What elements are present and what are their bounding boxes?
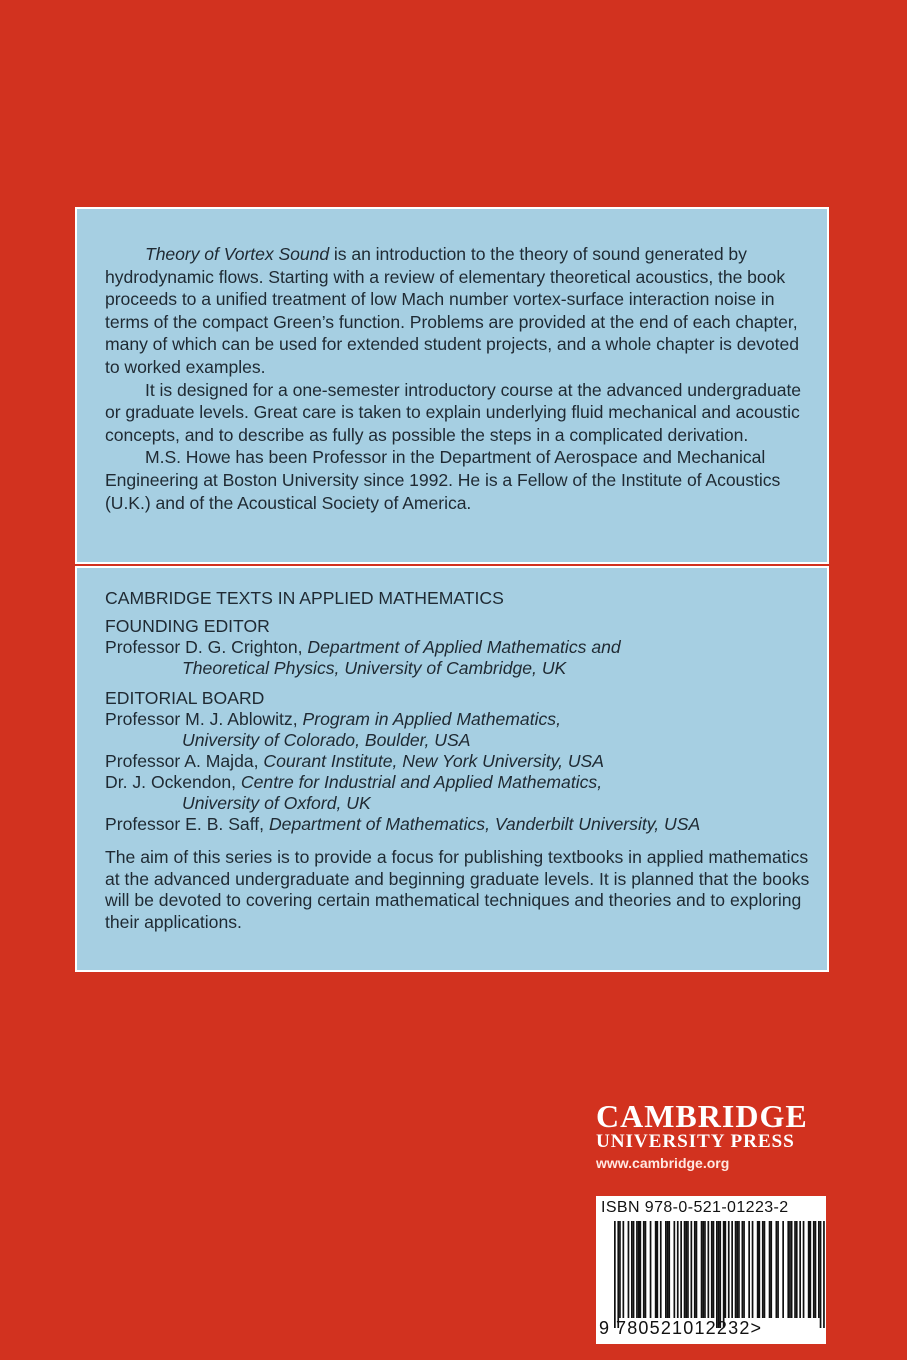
barcode-bar — [723, 1221, 725, 1328]
barcode-bar — [702, 1221, 704, 1318]
barcode-bar — [820, 1221, 822, 1328]
board-member-affiliation-cont: University of Oxford, UK — [182, 793, 371, 813]
barcode-bar — [813, 1221, 815, 1318]
founding-editor-affiliation-cont: Theoretical Physics, University of Cambridge, UK — [182, 658, 567, 678]
barcode-bar — [777, 1221, 779, 1318]
barcode-bar — [713, 1221, 715, 1318]
barcode-bar — [808, 1221, 810, 1318]
barcode-bar — [684, 1221, 686, 1318]
board-member: Dr. J. Ockendon, Centre for Industrial and Applied Mathematics, — [105, 772, 603, 792]
barcode-bar — [694, 1221, 696, 1318]
barcode-bar — [735, 1221, 737, 1318]
barcode-bar — [748, 1221, 750, 1318]
barcode-bar — [818, 1221, 820, 1318]
barcode-bar — [704, 1221, 706, 1318]
publisher-logo — [596, 1098, 826, 1173]
barcode-bar — [725, 1221, 727, 1318]
publisher-name: CAMBRIDGE — [596, 1098, 808, 1134]
book-title: Theory of Vortex Sound — [145, 244, 330, 264]
isbn-barcode — [596, 1196, 826, 1344]
barcode-bar — [770, 1221, 772, 1318]
barcode-bar — [742, 1221, 744, 1318]
author-bio: M.S. Howe has been Professor in the Department of Aerospace and Mechanical Engineering at Boston University since 1992. He is a Fellow of the Institute of Acoustics (U.K.) and of the Acoustical Society of America. — [105, 447, 781, 513]
founding-editor-heading: FOUNDING EDITOR — [105, 616, 270, 636]
barcode-bar — [645, 1221, 647, 1318]
barcode-bar — [696, 1221, 698, 1318]
board-member: Professor A. Majda, Courant Institute, New York University, USA — [105, 751, 605, 771]
barcode-bar — [701, 1221, 703, 1318]
description-paragraph-1: Theory of Vortex Sound is an introduction to the theory of sound generated by hydrodynamic flows. Starting with a review of elementary theoretical acoustics, the book proceeds to a unified treatment of low Mach number vortex-surface interaction noise in terms of the compact Green’s function. Problems are provided at the end of each chapter, many of which can be used for extended student projects, and a whole chapter is devoted to worked examples. — [105, 244, 799, 377]
founding-editor: Professor D. G. Crighton, Department of Applied Mathematics and — [105, 637, 621, 657]
barcode-bar — [691, 1221, 693, 1318]
barcode-bar — [743, 1221, 745, 1318]
barcode-bar — [718, 1221, 720, 1328]
barcode-bar — [628, 1221, 630, 1318]
barcode-bar — [650, 1221, 652, 1318]
barcode-bar — [782, 1221, 784, 1318]
barcode-bar — [680, 1221, 682, 1318]
book-description — [105, 243, 817, 514]
barcode-bar — [655, 1221, 657, 1318]
barcode-bar — [633, 1221, 635, 1318]
barcode-bar — [762, 1221, 764, 1318]
barcode-bar — [665, 1221, 667, 1318]
barcode-bar — [657, 1221, 659, 1318]
barcode-bar — [668, 1221, 670, 1318]
publisher-url: www.cambridge.org — [596, 1155, 730, 1171]
board-member: Professor E. B. Saff, Department of Mathematics, Vanderbilt University, USA — [105, 814, 701, 834]
barcode-bar — [776, 1221, 778, 1318]
barcode-bar — [789, 1221, 791, 1318]
barcode-bar — [631, 1221, 633, 1318]
barcode-bar — [674, 1221, 676, 1318]
barcode-bar — [711, 1221, 713, 1318]
barcode-bar — [799, 1221, 801, 1318]
board-member: Professor M. J. Ablowitz, Program in Applied Mathematics, — [105, 709, 561, 729]
barcode-bar — [719, 1221, 721, 1328]
editorial-board-heading: EDITORIAL BOARD — [105, 688, 265, 708]
barcode-bar — [623, 1221, 625, 1318]
barcode-first-digit: 9 — [599, 1318, 610, 1338]
barcode-bar — [752, 1221, 754, 1318]
barcode-bar — [803, 1221, 805, 1318]
barcode-bar — [638, 1221, 640, 1318]
barcode-bar — [660, 1221, 662, 1318]
barcode-bar — [708, 1221, 710, 1318]
series-panel — [75, 566, 829, 972]
series-aim: The aim of this series is to provide a focus for publishing textbooks in applied mathematics at the advanced undergraduate and beginning graduate levels. It is planned that the books will be devoted to covering certain mathematical techniques and theories and to exploring their applications. — [105, 847, 810, 932]
barcode-bar — [728, 1221, 730, 1318]
barcode-bar — [759, 1221, 761, 1318]
barcode-bar — [787, 1221, 789, 1318]
isbn-label: ISBN 978-0-521-01223-2 — [601, 1199, 789, 1216]
barcode-bar — [619, 1221, 621, 1318]
barcode-bar — [791, 1221, 793, 1318]
barcode-bar — [815, 1221, 817, 1318]
barcode-bar — [640, 1221, 642, 1318]
series-info — [105, 588, 817, 933]
barcode-bar — [687, 1221, 689, 1318]
barcode-bar — [677, 1221, 679, 1318]
barcode-bar — [736, 1221, 738, 1318]
series-title: CAMBRIDGE TEXTS IN APPLIED MATHEMATICS — [105, 588, 504, 608]
barcode-bar — [794, 1221, 796, 1318]
barcode-bar — [769, 1221, 771, 1318]
barcode-bar — [731, 1221, 733, 1318]
barcode-bar — [643, 1221, 645, 1318]
barcode-digits: 780521012232> — [616, 1318, 763, 1338]
barcode-bar — [810, 1221, 812, 1318]
board-member-affiliation-cont: University of Colorado, Boulder, USA — [182, 730, 471, 750]
barcode-bar — [614, 1221, 616, 1328]
barcode-bar — [823, 1221, 825, 1328]
barcode-bar — [796, 1221, 798, 1318]
barcode-bar — [764, 1221, 766, 1318]
barcode-bar — [636, 1221, 638, 1318]
barcode-bar — [757, 1221, 759, 1318]
description-paragraph-2: It is designed for a one-semester introductory course at the advanced undergraduate or graduate levels. Great care is taken to explain underlying fluid mechanical and acoustic concepts, and to describe as fully as possible the steps in a complicated derivation. — [105, 379, 802, 445]
barcode-bar — [667, 1221, 669, 1318]
description-panel — [75, 207, 829, 564]
barcode-bar — [617, 1221, 619, 1328]
barcode-bar — [738, 1221, 740, 1318]
publisher-subtitle: UNIVERSITY PRESS — [596, 1131, 795, 1152]
barcode-bar — [685, 1221, 687, 1318]
barcode-bar — [716, 1221, 718, 1328]
